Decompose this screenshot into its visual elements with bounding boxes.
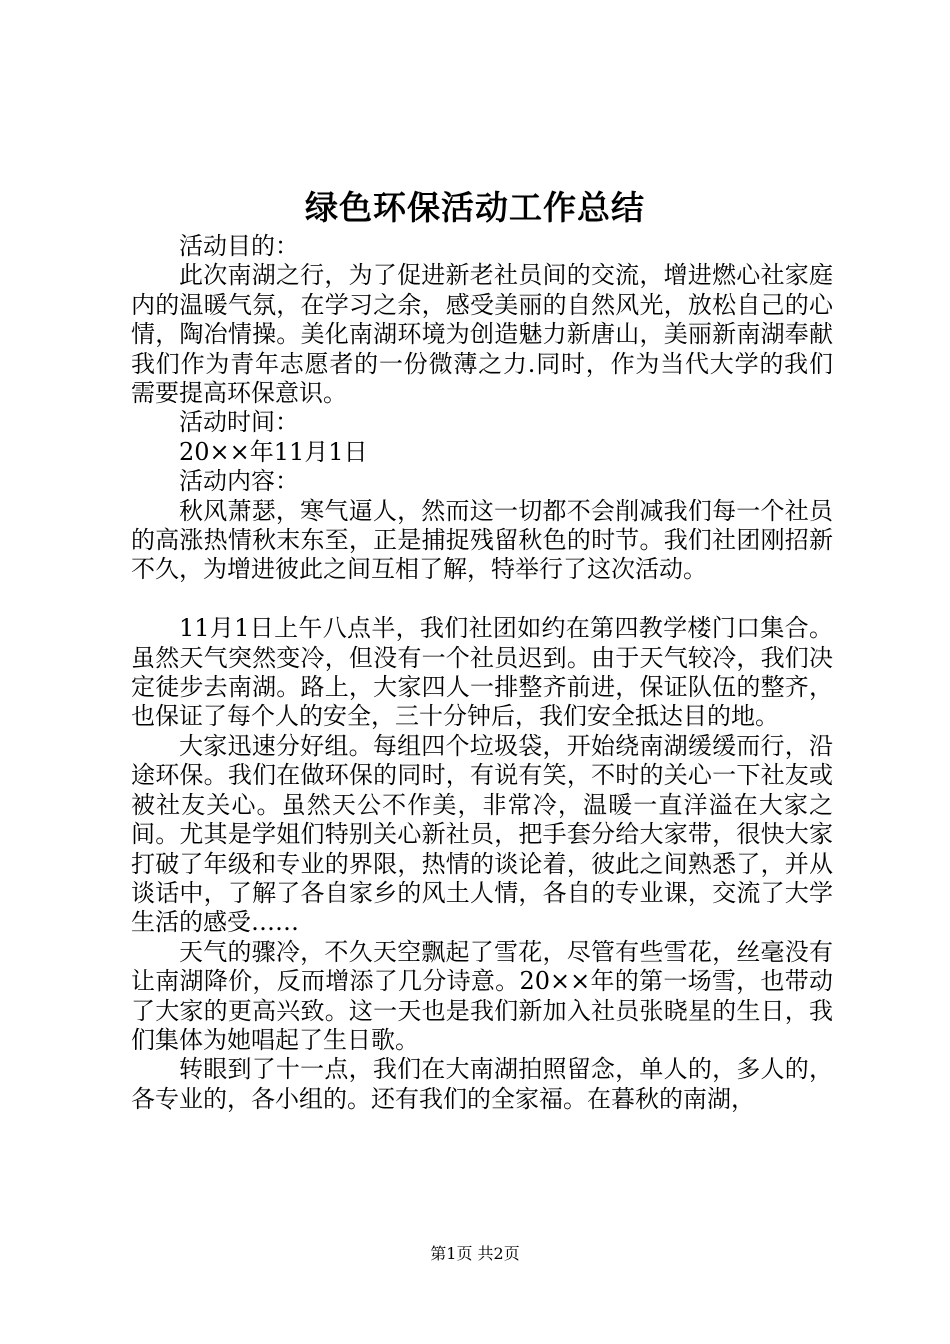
paragraph-purpose-heading: 活动目的： (179, 232, 299, 260)
paragraph-snow: 天气的骤冷，不久天空飘起了雪花，尽管有些雪花，丝毫没有让南湖降价，反而增添了几分诗意。20××年的第一场雪，也带动了大家的更高兴致。这一天也是我们新加入社员张晓星的生日，我们集体为她唱起了生日歌。 (131, 937, 833, 1054)
paragraph-purpose: 此次南湖之行，为了促进新老社员间的交流，增进燃心社家庭内的温暖气氛，在学习之余，感受美丽的自然风光，放松自己的心情，陶冶情操。美化南湖环境为创造魅力新唐山，美丽新南湖奉献我们作为青年志愿者的一份微薄之力.同时，作为当代大学的我们需要提高环保意识。 (131, 261, 833, 408)
paragraph-time-heading: 活动时间： (179, 408, 299, 437)
paragraph-time: 20××年11月1日 (179, 437, 368, 466)
paragraph-intro: 秋风萧瑟，寒气逼人，然而这一切都不会削减我们每一个社员的高涨热情秋末东至，正是捕捉残留秋色的时节。我们社团刚招新不久，为增进彼此之间互相了解，特举行了这次活动。 (131, 496, 833, 584)
paragraph-photos: 转眼到了十一点，我们在大南湖拍照留念，单人的，多人的，各专业的，各小组的。还有我们的全家福。在暮秋的南湖， (131, 1055, 833, 1113)
document-body (131, 232, 833, 1114)
paragraph-content-heading: 活动内容： (179, 467, 299, 496)
paragraph-gathering: 11月1日上午八点半，我们社团如约在第四教学楼门口集合。虽然天气突然变冷，但没有一个社员迟到。由于天气较冷，我们决定徒步去南湖。路上，大家四人一排整齐前进，保证队伍的整齐，也保证了每个人的安全，三十分钟后，我们安全抵达目的地。 (131, 614, 833, 731)
paragraph-grouping: 大家迅速分好组。每组四个垃圾袋，开始绕南湖缓缓而行，沿途环保。我们在做环保的同时，有说有笑，不时的关心一下社友或被社友关心。虽然天公不作美，非常冷，温暖一直洋溢在大家之间。尤其是学姐们特别关心新社员，把手套分给大家带，很快大家打破了年级和专业的界限，热情的谈论着，彼此之间熟悉了，并从谈话中，了解了各自家乡的风土人情，各自的专业课，交流了大学生活的感受…… (131, 731, 833, 937)
page-number: 第1页 共2页 (430, 1244, 520, 1263)
document-title: 绿色环保活动工作总结 (305, 188, 645, 227)
paragraph-spacer (131, 585, 833, 614)
